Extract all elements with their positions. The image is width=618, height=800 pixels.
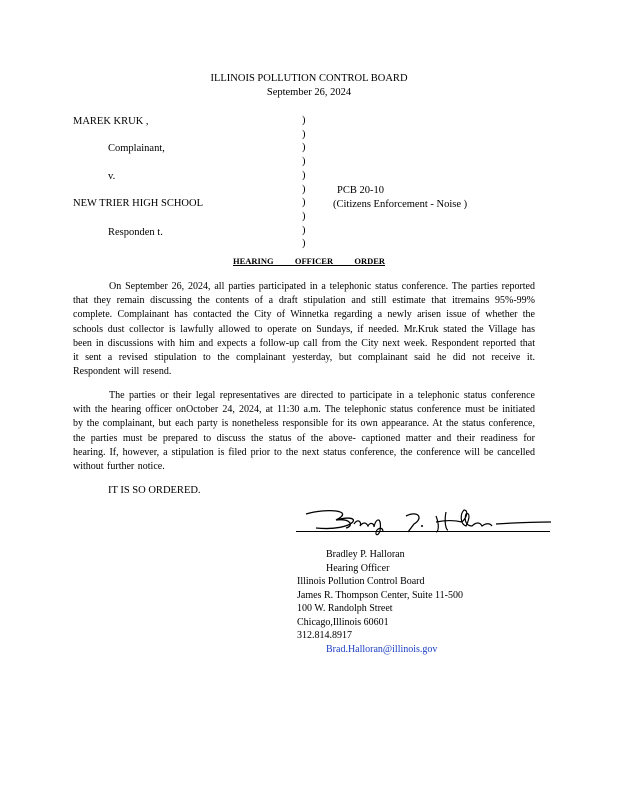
signer-contact-block (297, 548, 463, 656)
respondent-name: NEW TRIER HIGH SCHOOL (73, 198, 203, 209)
closing-statement: IT IS SO ORDERED. (108, 485, 201, 496)
complainant-name: MAREK KRUK , (73, 116, 149, 127)
signer-city: Chicago,Illinois 60601 (297, 616, 389, 628)
paragraph-2: The parties or their legal representatives are directed to participate in a telephonic status conference with the hearing officer onOctober 24, 2024, at 11:30 a.m. The telephonic status conference must be initiated by the complainant, but each party is nonetheless responsible for its own appearance. At the status conference, the parties must be prepared to discuss the status of the above- captioned matter and their readiness for hearing. If, however, a stipulation is filed prior to the next status conference, the conference will be cancelled without further notice. (73, 390, 535, 473)
case-type: (Citizens Enforcement - Noise ) (333, 199, 468, 210)
signer-title: Hearing Officer (326, 562, 390, 574)
signer-organization: Illinois Pollution Control Board (297, 576, 425, 587)
signature-image (296, 506, 556, 538)
agency-heading: ILLINOIS POLLUTION CONTROL BOARD (210, 73, 408, 84)
complainant-role: Complainant, (108, 143, 165, 154)
signer-phone: 312.814.8917 (297, 630, 352, 641)
signer-email-link[interactable]: Brad.Halloran@illinois.gov (326, 643, 438, 655)
versus-label: v. (108, 171, 116, 182)
signer-name: Bradley P. Halloran (326, 549, 405, 560)
signer-address-line-2: 100 W. Randolph Street (297, 603, 393, 614)
signature-line (296, 531, 550, 532)
caption-paren-column: ) ) ) ) ) ) ) ) ) ) (302, 115, 306, 250)
case-number: PCB 20-10 (337, 185, 384, 196)
paragraph-1: On September 26, 2024, all parties participated in a telephonic status conference. The parties reported that they remain discussing the contents of a draft stipulation and still estimate that itremains 95%-99% complete. Complainant has contacted the City of Winnetka regarding a newly arisen issue of whether the schools dust collector is lawfully allowed to operate on Sundays, if needed. Mr.Kruk stated the Village has been in discussions with him and expects a follow-up call from the City next week. Respondent reported that it sent a revised stipulation to the complainant yesterday, but complainant said he did not receive it. Respondent will resend. (73, 281, 535, 378)
document-date: September 26, 2024 (266, 87, 352, 98)
signer-address-line-1: James R. Thompson Center, Suite 11-500 (297, 589, 463, 601)
respondent-role: Responden t. (108, 227, 163, 238)
order-title: HEARING OFFICER ORDER (232, 256, 386, 266)
